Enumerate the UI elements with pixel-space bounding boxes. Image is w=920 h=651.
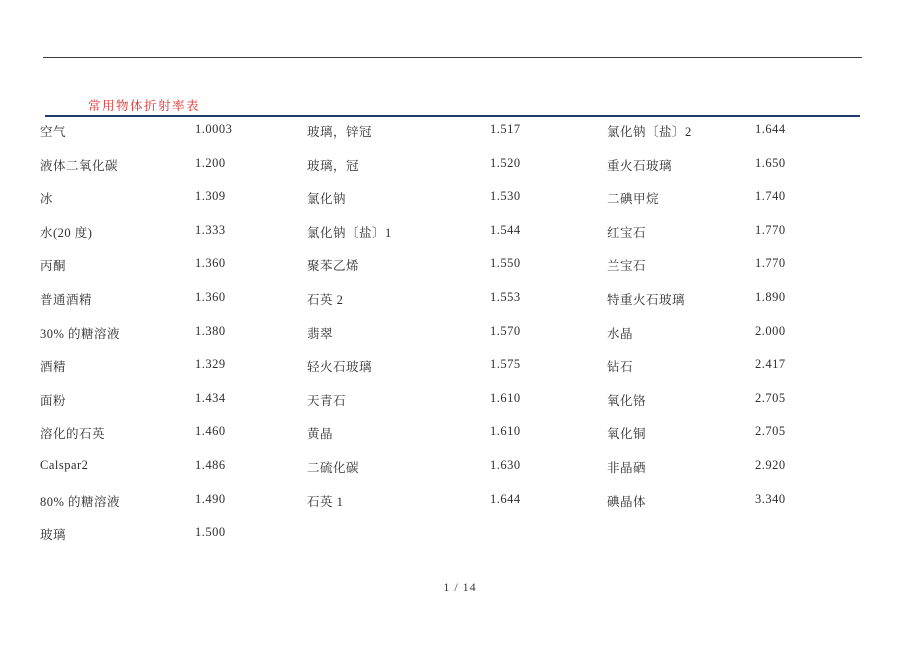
table-row — [307, 223, 597, 257]
refractive-index-value: 1.360 — [195, 256, 226, 271]
material-name: 重火石玻璃 — [607, 158, 673, 173]
table-row — [40, 290, 300, 324]
refractive-index-value: 1.490 — [195, 491, 226, 506]
refractive-index-value: 1.553 — [490, 289, 521, 304]
material-name: 30% 的糖溶液 — [40, 326, 121, 341]
refractive-index-value: 1.770 — [755, 256, 786, 271]
table-row — [307, 189, 597, 223]
refractive-index-value: 1.520 — [490, 155, 521, 170]
table-row — [307, 122, 597, 156]
material-name: 天青石 — [307, 393, 347, 408]
table-row — [307, 324, 597, 358]
refractive-index-value: 1.380 — [195, 323, 226, 338]
material-name: 液体二氧化碳 — [40, 158, 119, 173]
table-row — [607, 357, 880, 391]
material-name: 二硫化碳 — [307, 460, 360, 475]
refractive-index-value: 1.610 — [490, 424, 521, 439]
refractive-index-value: 2.417 — [755, 357, 786, 372]
material-name: 酒精 — [40, 360, 67, 375]
material-name: 特重火石玻璃 — [607, 292, 686, 307]
table-row — [40, 256, 300, 290]
refractive-index-value: 1.550 — [490, 256, 521, 271]
table-row — [607, 324, 880, 358]
material-name: 80% 的糖溶液 — [40, 494, 121, 509]
refractive-index-value: 1.890 — [755, 289, 786, 304]
table-row — [40, 525, 300, 559]
title-underline — [45, 115, 860, 117]
material-name: 钻石 — [607, 360, 634, 375]
table-row — [40, 391, 300, 425]
table-column-3 — [607, 122, 880, 525]
refractive-index-value: 1.575 — [490, 357, 521, 372]
refractive-index-value: 2.705 — [755, 390, 786, 405]
table-row — [307, 156, 597, 190]
table-row — [607, 424, 880, 458]
table-row — [40, 223, 300, 257]
refractive-index-value: 1.333 — [195, 222, 226, 237]
material-name: 空气 — [40, 125, 67, 139]
table-row — [40, 122, 300, 156]
table-row — [607, 223, 880, 257]
material-name: 轻火石玻璃 — [307, 360, 373, 375]
material-name: 翡翠 — [307, 326, 334, 341]
table-row — [307, 290, 597, 324]
table-row — [307, 492, 597, 526]
refractive-index-value: 1.517 — [490, 122, 521, 136]
table-column-2 — [307, 122, 597, 525]
refractive-index-value: 2.920 — [755, 457, 786, 472]
table-row — [607, 290, 880, 324]
material-name: 氯化钠〔盐〕1 — [307, 225, 392, 240]
material-name: 碘晶体 — [607, 494, 647, 509]
refractive-index-value: 1.360 — [195, 289, 226, 304]
material-name: 氧化铬 — [607, 393, 647, 408]
material-name: 面粉 — [40, 393, 67, 408]
table-column-1 — [40, 122, 300, 559]
material-name: 丙酮 — [40, 259, 67, 274]
material-name: 玻璃，冠 — [307, 158, 360, 173]
refractive-index-value: 1.434 — [195, 390, 226, 405]
refractive-index-value: 3.340 — [755, 491, 786, 506]
table-row — [307, 391, 597, 425]
refractive-index-value: 1.500 — [195, 525, 226, 540]
table-row — [607, 256, 880, 290]
refractive-index-value: 1.460 — [195, 424, 226, 439]
page-title: 常用物体折射率表 — [88, 99, 201, 113]
refractive-index-value: 1.329 — [195, 357, 226, 372]
table-row — [40, 189, 300, 223]
material-name: 玻璃 — [40, 528, 67, 543]
refractive-index-value: 1.486 — [195, 457, 226, 472]
refractive-index-value: 1.309 — [195, 189, 226, 204]
table-row — [607, 458, 880, 492]
table-row — [607, 189, 880, 223]
table-row — [40, 458, 300, 492]
material-name: 石英 2 — [307, 292, 344, 307]
table-row — [40, 424, 300, 458]
page-number: 1 / 14 — [443, 580, 477, 594]
refractive-index-value: 1.644 — [755, 122, 786, 136]
refractive-index-value: 1.630 — [490, 457, 521, 472]
refractive-index-value: 1.570 — [490, 323, 521, 338]
table-row — [607, 492, 880, 526]
material-name: 红宝石 — [607, 225, 647, 240]
table-row — [607, 391, 880, 425]
material-name: 非晶硒 — [607, 460, 647, 475]
refractive-index-value: 2.000 — [755, 323, 786, 338]
refractive-index-value: 1.610 — [490, 390, 521, 405]
material-name: 水晶 — [607, 326, 634, 341]
table-row — [40, 492, 300, 526]
material-name: 氧化铜 — [607, 427, 647, 442]
material-name: 兰宝石 — [607, 259, 647, 274]
material-name: 石英 1 — [307, 494, 344, 509]
refractive-index-value: 1.530 — [490, 189, 521, 204]
table-row — [40, 324, 300, 358]
refractive-index-value: 1.644 — [490, 491, 521, 506]
refractive-index-value: 1.740 — [755, 189, 786, 204]
table-row — [307, 424, 597, 458]
material-name: 冰 — [40, 192, 54, 207]
material-name: 普通酒精 — [40, 292, 93, 307]
material-name: 氯化钠〔盐〕2 — [607, 125, 692, 139]
material-name: 黄晶 — [307, 427, 334, 442]
material-name: 氯化钠 — [307, 192, 347, 207]
refractive-index-value: 1.0003 — [195, 122, 233, 136]
refractive-index-value: 1.544 — [490, 222, 521, 237]
material-name: 聚苯乙烯 — [307, 259, 360, 274]
material-name: 水(20 度) — [40, 225, 93, 240]
refractive-index-value: 2.705 — [755, 424, 786, 439]
table-row — [307, 357, 597, 391]
table-row — [607, 156, 880, 190]
material-name: 玻璃，锌冠 — [307, 125, 373, 139]
material-name: 二碘甲烷 — [607, 192, 660, 207]
material-name: 溶化的石英 — [40, 427, 106, 442]
refractive-index-value: 1.770 — [755, 222, 786, 237]
table-row — [40, 357, 300, 391]
refractive-index-value: 1.200 — [195, 155, 226, 170]
table-row — [40, 156, 300, 190]
refractive-index-value: 1.650 — [755, 155, 786, 170]
table-row — [307, 256, 597, 290]
table-row — [607, 122, 880, 156]
material-name: Calspar2 — [40, 457, 89, 472]
header-rule — [43, 57, 862, 58]
table-row — [307, 458, 597, 492]
